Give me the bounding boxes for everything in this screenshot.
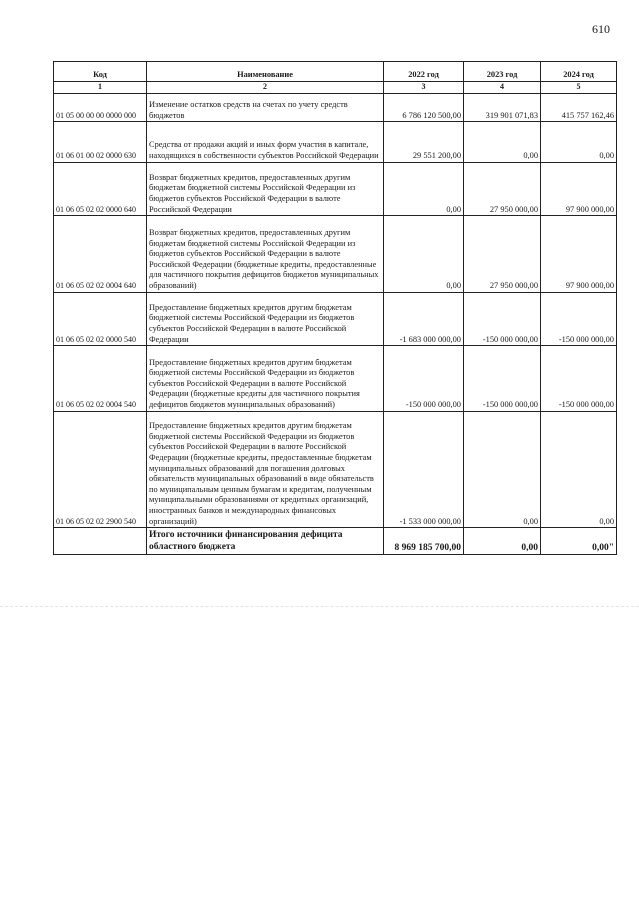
header-2024: 2024 год — [541, 62, 617, 82]
header-code: Код — [54, 62, 147, 82]
table-row — [54, 169, 617, 216]
row-code: 01 06 01 00 02 0000 630 — [54, 128, 147, 162]
row-value-2024: 0,00 — [541, 128, 617, 162]
row-name: Предоставление бюджетных кредитов другим бюджетам бюджетной системы Российской Федерации из бюджетов субъектов Российской Федерации в валюте Российской Федерации (бюджетные кредиты для частичного покрытия дефицитов бюджетов муниципальных образований) — [147, 352, 384, 411]
row-value-2024: 97 900 000,00 — [541, 169, 617, 216]
row-value-2024: -150 000 000,00 — [541, 352, 617, 411]
row-name: Возврат бюджетных кредитов, предоставленных другим бюджетам бюджетной системы Российской Федерации из бюджетов субъектов Российской Федерации в валюте Российской Федерации — [147, 169, 384, 216]
row-value-2022: -1 533 000 000,00 — [384, 418, 464, 528]
row-name: Средства от продажи акций и иных форм участия в капитале, находящихся в собственности субъектов Российской Федерации — [147, 128, 384, 162]
row-name: Предоставление бюджетных кредитов другим бюджетам бюджетной системы Российской Федерации из бюджетов субъектов Российской Федерации в валюте Российской Федерации (бюджетные кредиты, предоставленные бюджетам муниципальных образований для погашения долговых обязательств муниципальных образований в виде обязательств по муниципальным ценным бумагам и кредитам, полученным муниципальными образованиями от кредитных организаций, иностранных банков и международных финансовых организаций) — [147, 418, 384, 528]
row-value-2023: 0,00 — [464, 418, 541, 528]
row-code: 01 06 05 02 02 2900 540 — [54, 418, 147, 528]
column-number: 5 — [541, 82, 617, 94]
row-value-2023: 319 901 071,83 — [464, 100, 541, 122]
table-row — [54, 100, 617, 122]
total-value-2022: 8 969 185 700,00 — [384, 528, 464, 555]
column-number: 1 — [54, 82, 147, 94]
row-name: Изменение остатков средств на счетах по учету средств бюджетов — [147, 100, 384, 122]
total-name: Итого источники финансирования дефицита областного бюджета — [147, 528, 384, 555]
row-value-2022: 0,00 — [384, 222, 464, 292]
row-value-2023: 0,00 — [464, 128, 541, 162]
row-value-2024: 415 757 162,46 — [541, 100, 617, 122]
row-name: Предоставление бюджетных кредитов другим бюджетам бюджетной системы Российской Федерации из бюджетов субъектов Российской Федерации в валюте Российской Федерации — [147, 299, 384, 346]
row-value-2022: -150 000 000,00 — [384, 352, 464, 411]
page-fold-line — [0, 606, 639, 608]
table-row — [54, 222, 617, 292]
row-code: 01 05 00 00 00 0000 000 — [54, 100, 147, 122]
table-row — [54, 299, 617, 346]
header-name: Наименование — [147, 62, 384, 82]
header-row — [54, 62, 617, 82]
total-code-cell — [54, 528, 147, 555]
row-value-2022: 29 551 200,00 — [384, 128, 464, 162]
total-value-2023: 0,00 — [464, 528, 541, 555]
row-value-2022: 6 786 120 500,00 — [384, 100, 464, 122]
header-2023: 2023 год — [464, 62, 541, 82]
budget-sources-table — [53, 61, 617, 555]
table-row — [54, 418, 617, 528]
row-value-2022: 0,00 — [384, 169, 464, 216]
row-code: 01 06 05 02 02 0004 540 — [54, 352, 147, 411]
table-row — [54, 352, 617, 411]
column-number: 4 — [464, 82, 541, 94]
row-value-2023: -150 000 000,00 — [464, 299, 541, 346]
total-value-2024: 0,00" — [541, 528, 617, 555]
row-value-2022: -1 683 000 000,00 — [384, 299, 464, 346]
row-value-2023: 27 950 000,00 — [464, 169, 541, 216]
row-value-2023: -150 000 000,00 — [464, 352, 541, 411]
row-value-2024: 0,00 — [541, 418, 617, 528]
column-number: 3 — [384, 82, 464, 94]
row-code: 01 06 05 02 02 0004 640 — [54, 222, 147, 292]
row-name: Возврат бюджетных кредитов, предоставленных другим бюджетам бюджетной системы Российской Федерации из бюджетов субъектов Российской Федерации в валюте Российской Федерации (бюджетные кредиты, предоставленные для частичного покрытия дефицитов бюджетов муниципальных образований) — [147, 222, 384, 292]
header-2022: 2022 год — [384, 62, 464, 82]
page-number: 610 — [592, 22, 610, 36]
table-row — [54, 128, 617, 162]
row-code: 01 06 05 02 02 0000 540 — [54, 299, 147, 346]
column-number-row — [54, 82, 617, 94]
column-number: 2 — [147, 82, 384, 94]
row-value-2024: 97 900 000,00 — [541, 222, 617, 292]
row-value-2023: 27 950 000,00 — [464, 222, 541, 292]
total-row — [54, 528, 617, 555]
row-value-2024: -150 000 000,00 — [541, 299, 617, 346]
row-code: 01 06 05 02 02 0000 640 — [54, 169, 147, 216]
